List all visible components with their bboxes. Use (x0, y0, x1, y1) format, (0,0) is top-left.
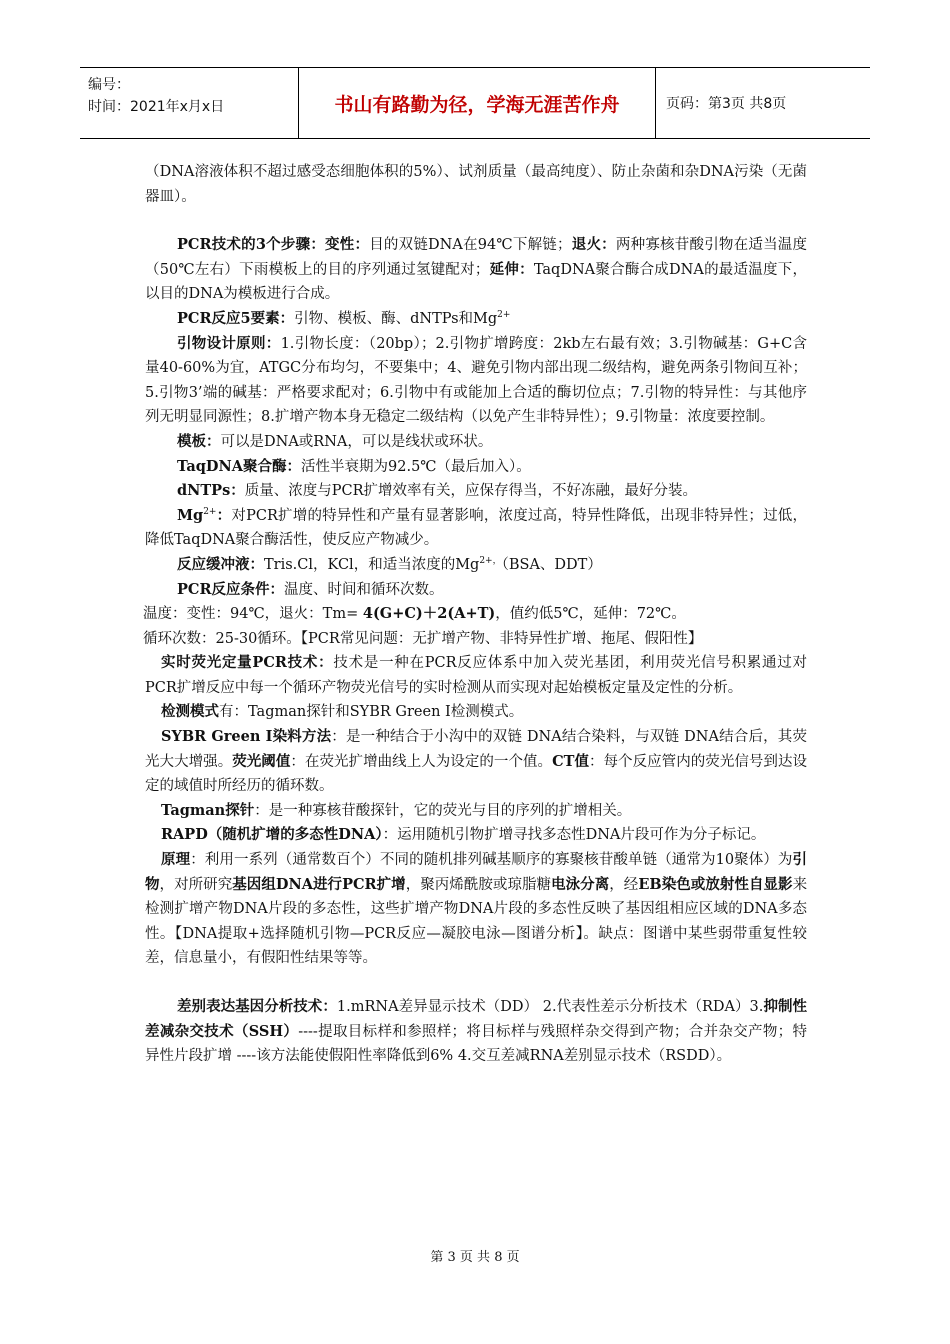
paragraph-sybr: SYBR Green I染料方法：是一种结合于小沟中的双链 DNA结合染料，与双链 DNA结合后，其荧光大大增强。荧光阈值：在荧光扩增曲线上人为设定的一个值。CT值：每个反应管内的荧光信号到达设定的域值时所经历的循环数。 (145, 728, 808, 795)
header-page-label: 页码：第3页 共8页 (666, 96, 787, 112)
paragraph-pcr-steps: PCR技术的3个步骤：变性：目的双链DNA在94℃下解链；退火：两种寡核苷酸引物在适当温度（50℃左右）下雨模板上的目的序列通过氢键配对；延伸：TaqDNA聚合酶合成DNA的最适温度下，以目的DNA为模板进行合成。 (145, 236, 808, 303)
paragraph-diff-expression: 差别表达基因分析技术：1.mRNA差异显示技术（DD） 2.代表性差示分析技术（RDA）3.抑制性差减杂交技术（SSH）----提取目标样和参照样；将目标样与残照样杂交得到产物；合并杂交产物；特异性片段扩增 ----该方法能使假阳性率降低到6% 4.交互差减RNA差别显示技术（RSDD）。 (145, 998, 808, 1065)
paragraph-taq: TaqDNA聚合酶：活性半衰期为92.5℃（最后加入）。 (177, 457, 531, 475)
paragraph-qpcr: 实时荧光定量PCR技术：技术是一种在PCR反应体系中加入荧光基团，利用荧光信号积累通过对 PCR扩增反应中每一个循环产物荧光信号的实时检测从而实现对起始模板定量及定性的分析。 (145, 654, 807, 696)
paragraph-mg: $Mg^{2+}$：对PCR扩增的特异性和产量有显著影响，浓度过高，特异性降低，出现非特异性；过低，降低TaqDNA聚合酶活性，使反应产物减少。 (145, 506, 808, 549)
page-footer: 第 3 页 共 8 页 (430, 1250, 520, 1265)
paragraph-detect-mode: 检测模式有：Tagman探针和SYBR Green I检测模式。 (161, 703, 524, 721)
doc-time-label: 时间：2021年x月x日 (88, 99, 225, 115)
header-meta (80, 68, 299, 138)
paragraph-principle: 原理：利用一系列（通常数百个）不同的随机排列碱基顺序的寡聚核苷酸单链（通常为10聚体）为引物，对所研究基因组DNA进行PCR扩增，聚丙烯酰胺或琼脂糖电泳分离，经EB染色或放射性自显影来检测扩增产物DNA片段的多态性，这些扩增产物DNA片段的多态性反映了基因组相应区域的DNA多态性。【DNA提取+选择随机引物—PCR反应—凝胶电泳—图谱分析】。缺点：图谱中某些弱带重复性较差，信息量小，有假阳性结果等等。 (145, 851, 808, 967)
paragraph-rapd: RAPD（随机扩增的多态性DNA）：运用随机引物扩增寻找多态性DNA片段可作为分子标记。 (161, 826, 766, 844)
page-header (80, 67, 870, 139)
doc-number-label: 编号： (88, 77, 130, 93)
paragraph-pcr-elements: PCR反应5要素：引物、模板、酶、dNTPs和$Mg^{2+}$ (177, 309, 511, 327)
header-motto: 书山有路勤为径，学海无涯苦作舟 (299, 68, 656, 138)
paragraph-tagman: Tagman探针：是一种寡核苷酸探针，它的荧光与目的序列的扩增相关。 (161, 801, 632, 819)
paragraph-dntps: dNTPs：质量、浓度与PCR扩增效率有关，应保存得当，不好冻融，最好分装。 (177, 482, 698, 500)
document-body (145, 160, 807, 1069)
paragraph-temperature: 温度：变性：94℃，退火：Tm= 4(G+C)＋2(A+T)，值约低5℃，延伸：72℃。 (143, 605, 686, 623)
paragraph-cycles: 循环次数：25-30循环。【PCR常见问题：无扩增产物、非特异性扩增、拖尾、假阳性】 (143, 630, 703, 647)
paragraph-conditions: PCR反应条件：温度、时间和循环次数。 (177, 580, 444, 598)
paragraph-primer-design: 引物设计原则：1.引物长度：（20bp）；2.引物扩增跨度：2kb左右最有效；3.引物碱基：G+C含量40-60%为宜，ATGC分布均匀，不要集中；4、避免引物内部出现二级结构，避免两条引物间互补；5.引物3’端的碱基：严格要求配对；6.引物中有或能加上合适的酶切位点；7.引物的特异性：与其他序列无明显同源性；8.扩增产物本身无稳定二级结构（以免产生非特异性）；9.引物量：浓度要控制。 (145, 334, 808, 426)
paragraph: （DNA溶液体积不超过感受态细胞体积的5%）、试剂质量（最高纯度）、防止杂菌和杂DNA污染（无菌器皿）。 (145, 164, 807, 205)
paragraph-template: 模板：可以是DNA或RNA，可以是线状或环状。 (177, 432, 493, 450)
paragraph-buffer: 反应缓冲液：Tris.Cl，KCl，和适当浓度的$Mg^{2+,}(BSA$、DDT） (177, 555, 602, 573)
